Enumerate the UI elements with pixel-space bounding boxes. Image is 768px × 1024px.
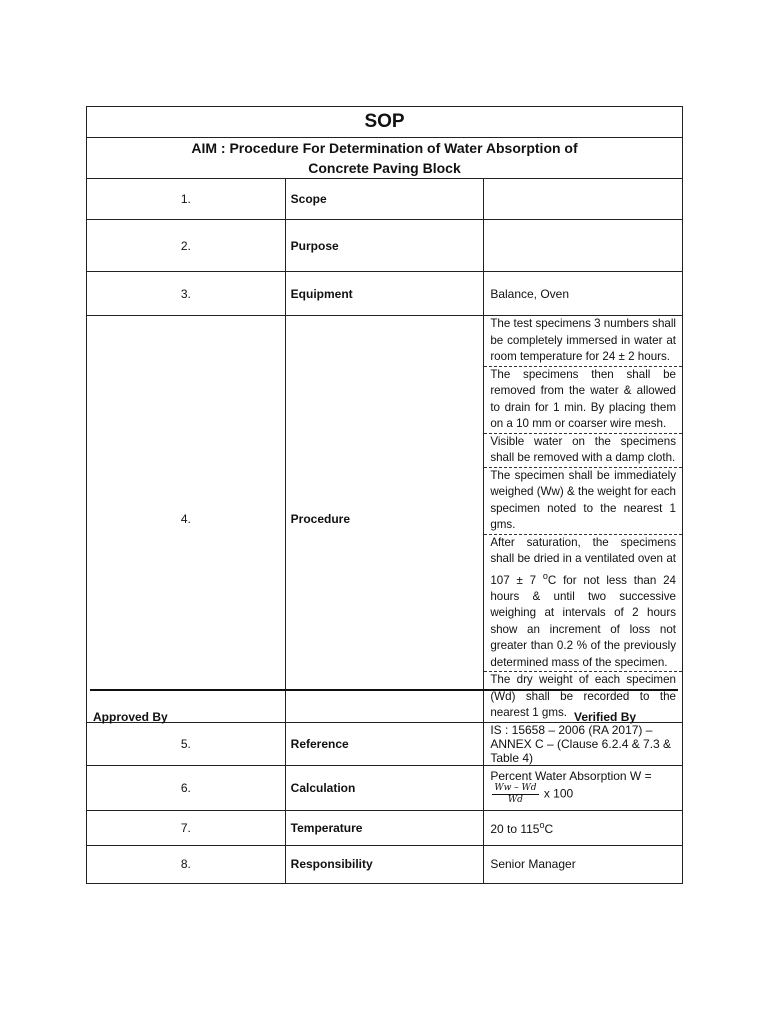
procedure-step: The dry weight of each specimen (Wd) shall be recorded to the nearest 1 gms. <box>490 673 676 720</box>
row-label: Purpose <box>285 220 484 272</box>
row-label: Scope <box>285 179 484 220</box>
row-number: 8. <box>87 845 286 883</box>
aim-line-1: AIM : Procedure For Determination of Water Absorption of <box>191 140 578 156</box>
row-number: 5. <box>87 722 286 765</box>
row-number: 7. <box>87 810 286 845</box>
aim-heading <box>87 138 683 179</box>
step-text: After saturation, the specimens shall be dried in a ventilated oven at 107 ± 7 <box>490 535 676 587</box>
row-number: 4. <box>87 316 286 723</box>
procedure-step: The test specimens 3 numbers shall be completely immersed in water at room temperature for 24 ± 2 hours. <box>484 316 682 367</box>
row-scope <box>87 179 683 220</box>
approved-by-label: Approved By <box>93 710 168 724</box>
row-value <box>484 765 683 810</box>
verified-by-label: Verified By <box>574 710 637 724</box>
temperature-unit: C <box>544 821 554 836</box>
row-label: Reference <box>285 722 484 765</box>
sop-title: SOP <box>87 107 683 138</box>
row-number: 3. <box>87 272 286 316</box>
degree-symbol: o <box>539 819 545 830</box>
signature-divider <box>90 689 678 691</box>
row-reference <box>87 722 683 765</box>
row-purpose <box>87 220 683 272</box>
row-value: IS : 15658 – 2006 (RA 2017) – ANNEX C – (Clause 6.2.4 & 7.3 & Table 4) <box>484 722 683 765</box>
fraction-denominator: Wd <box>507 795 523 806</box>
procedure-step <box>484 535 682 673</box>
row-number: 2. <box>87 220 286 272</box>
row-value: Senior Manager <box>484 845 683 883</box>
row-value: Balance, Oven <box>484 272 683 316</box>
fraction-numerator: Ww – Wd <box>494 783 537 794</box>
row-temperature <box>87 810 683 845</box>
row-label: Calculation <box>285 765 484 810</box>
row-label: Procedure <box>285 316 484 723</box>
row-number: 1. <box>87 179 286 220</box>
row-label: Responsibility <box>285 845 484 883</box>
procedure-step: Visible water on the specimens shall be removed with a damp cloth. <box>484 434 682 468</box>
step-text: C for not less than 24 hours & until two successive weighing at intervals of 2 hours show an increment of loss not greater than 0.2 % of the previously determined mass of the specimen. <box>490 573 676 669</box>
row-procedure <box>87 316 683 723</box>
row-label: Equipment <box>285 272 484 316</box>
procedure-steps <box>484 316 683 723</box>
temperature-range: 20 to 115 <box>490 821 540 836</box>
formula-suffix: x 100 <box>540 787 574 802</box>
formula-fraction <box>492 783 538 806</box>
aim-line-2: Concrete Paving Block <box>308 160 461 176</box>
procedure-step: The specimen shall be immediately weighed (Ww) & the weight for each specimen noted to the nearest 1 gms. <box>484 468 682 535</box>
row-equipment <box>87 272 683 316</box>
row-responsibility <box>87 845 683 883</box>
row-calculation <box>87 765 683 810</box>
degree-symbol: o <box>542 570 548 581</box>
row-label: Temperature <box>285 810 484 845</box>
row-number: 6. <box>87 765 286 810</box>
row-value <box>484 179 683 220</box>
row-value <box>484 810 683 845</box>
procedure-step: The specimens then shall be removed from the water & allowed to drain for 1 min. By placing them on a 10 mm or coarser wire mesh. <box>484 367 682 434</box>
sop-table <box>86 106 683 884</box>
formula-prefix: Percent Water Absorption W = <box>490 769 652 784</box>
row-value <box>484 220 683 272</box>
